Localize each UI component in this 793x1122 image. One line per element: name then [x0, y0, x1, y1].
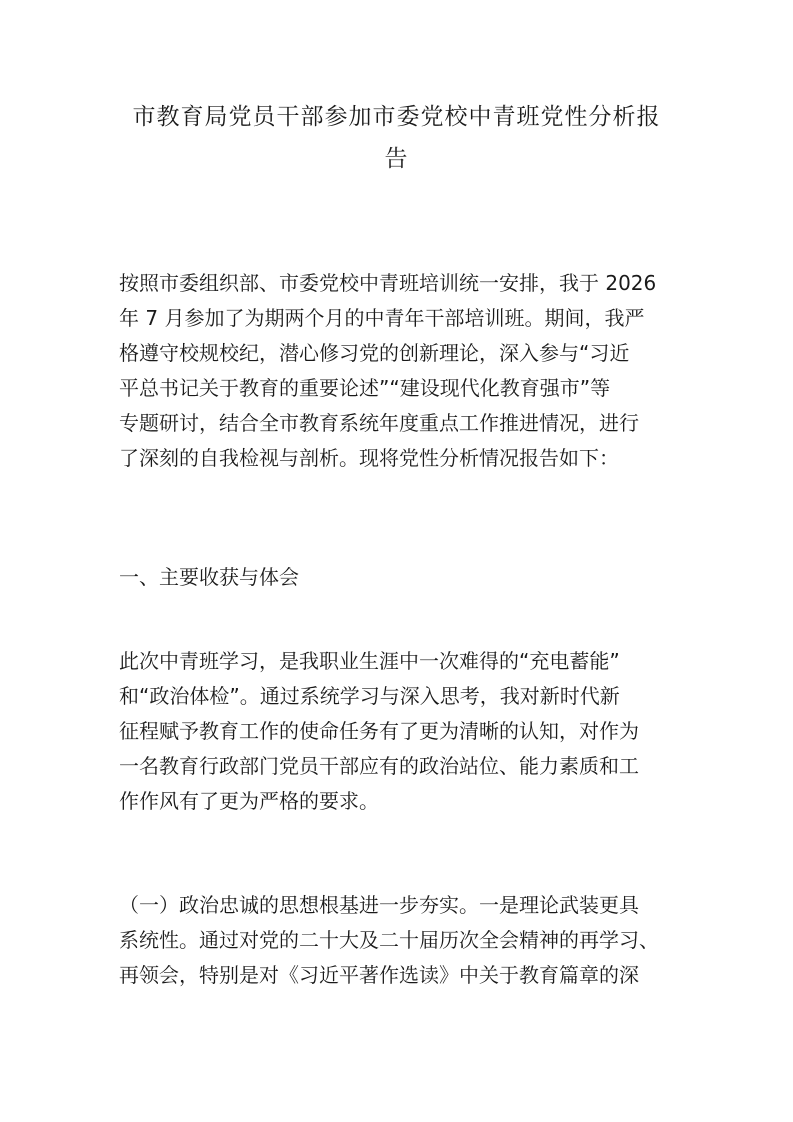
text-line: 按照市委组织部、市委党校中青班培训统一安排，我于 2026 [119, 271, 657, 295]
text-line: 此次中青班学习，是我职业生涯中一次难得的“充电蓄能” [119, 649, 620, 673]
text-line: 和“政治体检”。通过系统学习与深入思考，我对新时代新 [119, 684, 620, 708]
text-line: 征程赋予教育工作的使命任务有了更为清晰的认知，对作为 [119, 719, 639, 743]
intro-paragraph [119, 266, 679, 476]
text-line: 了深刻的自我检视与剖析。现将党性分析情况报告如下： [119, 446, 619, 470]
text-line: 平总书记关于教育的重要论述”“建设现代化教育强市”等 [119, 376, 611, 400]
document-title [100, 96, 693, 180]
text-line: 一名教育行政部门党员干部应有的政治站位、能力素质和工 [119, 754, 639, 778]
text-line: 格遵守校规校纪，潜心修习党的创新理论，深入参与“习近 [119, 341, 630, 365]
section-paragraph [119, 644, 679, 819]
text-line: 年 7 月参加了为期两个月的中青年干部培训班。期间，我严 [119, 306, 645, 330]
text-line: 作作风有了更为严格的要求。 [119, 789, 379, 813]
text-line: 专题研讨，结合全市教育系统年度重点工作推进情况，进行 [119, 411, 639, 435]
section-heading [119, 560, 679, 595]
title-line: 告 [384, 146, 409, 172]
text-line: 再领会，特别是对《习近平著作选读》中关于教育篇章的深 [119, 963, 639, 987]
section-heading-text: 一、主要收获与体会 [119, 565, 299, 589]
subsection-paragraph [119, 888, 679, 993]
text-line: 系统性。通过对党的二十大及二十届历次全会精神的再学习、 [119, 928, 659, 952]
title-line: 市教育局党员干部参加市委党校中青班党性分析报 [132, 104, 661, 130]
text-line: （一）政治忠诚的思想根基进一步夯实。一是理论武装更具 [119, 893, 639, 917]
